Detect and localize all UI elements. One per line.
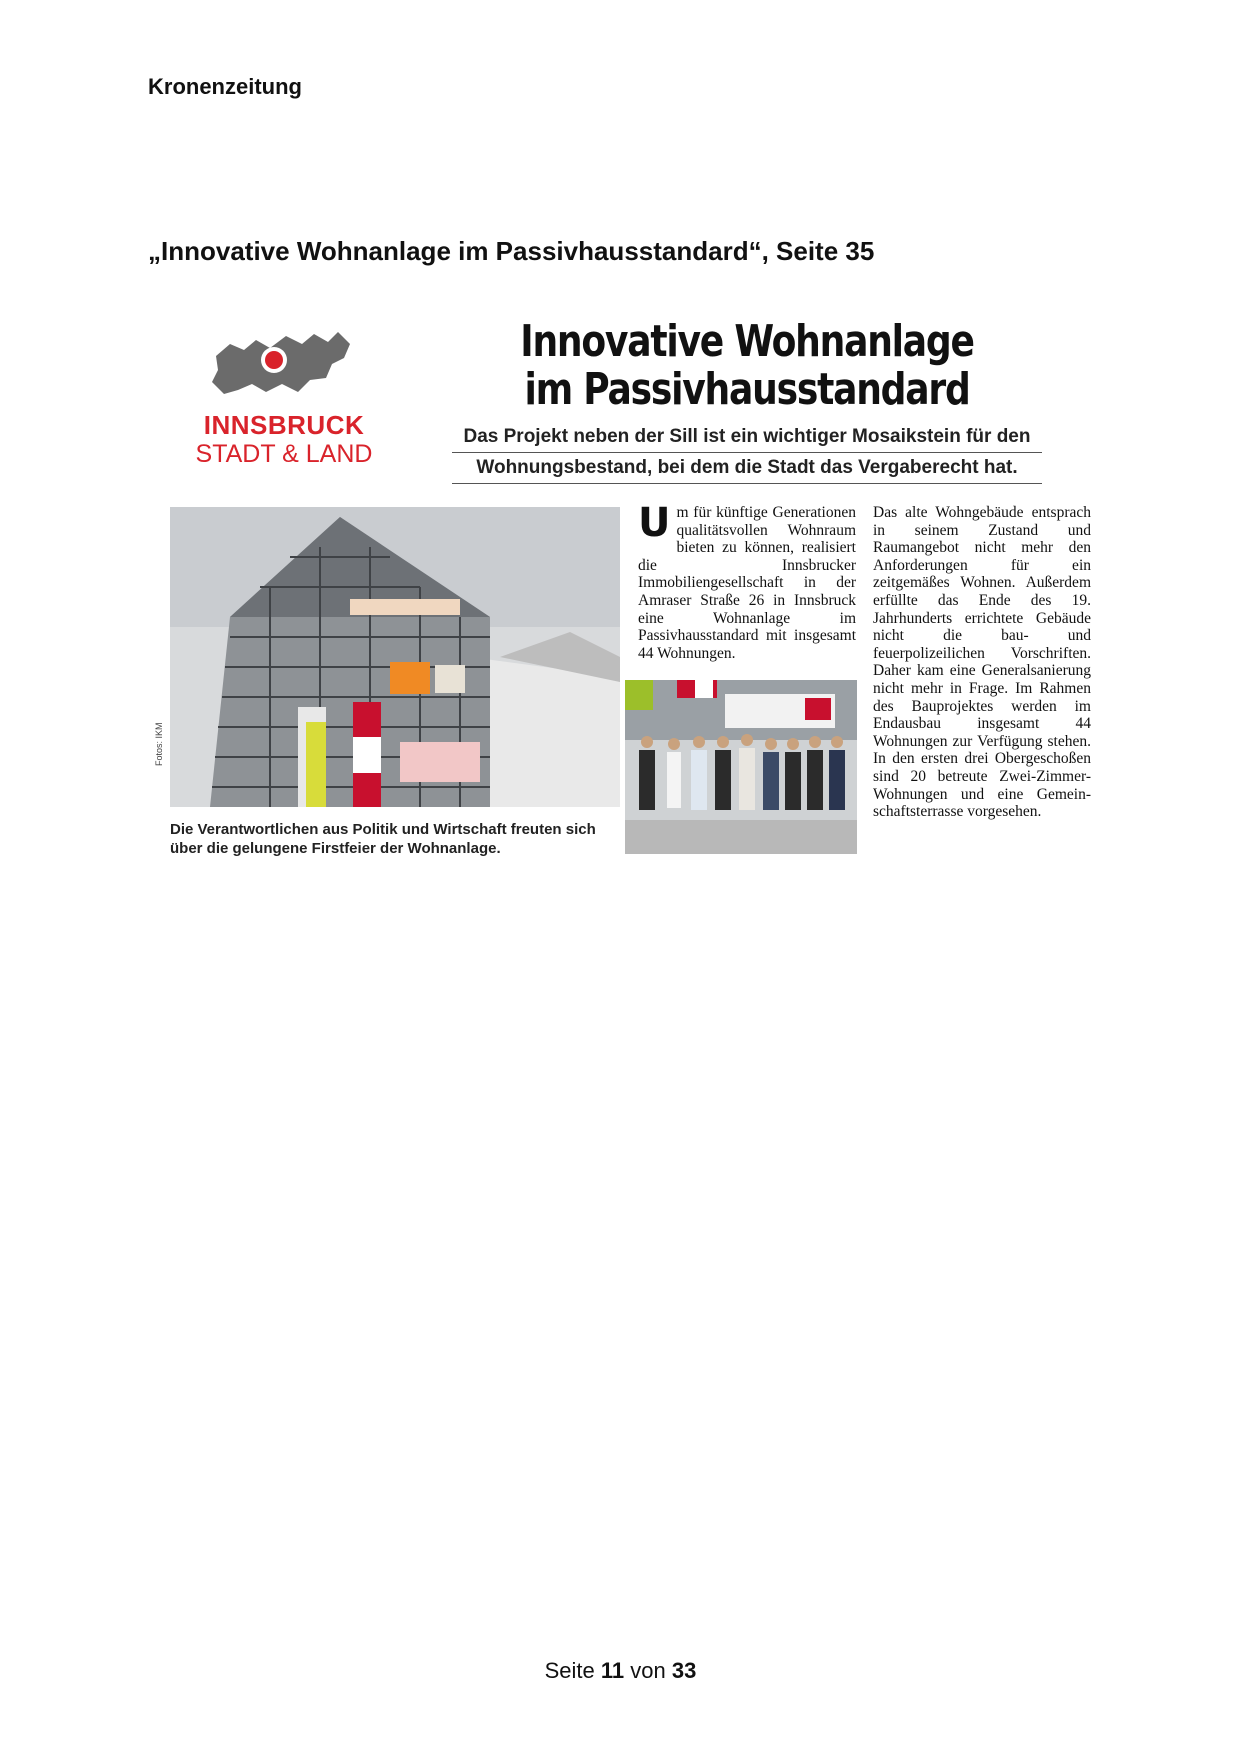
photo-credit: Fotos: IKM bbox=[154, 722, 164, 766]
page-middle: von bbox=[630, 1658, 666, 1683]
publication-name: Kronenzeitung bbox=[148, 74, 302, 99]
building-scaffolding-photo bbox=[170, 507, 620, 807]
article-column-1-text: m für künftige Generationen qualitätsvollen Wohnraum bieten zu können, realisiert die Innsbrucker Immobiliengesellschaft in der Amraser Straße 26 in Innsbruck eine Wohnanlage im Passivhausstandard mit insgesamt 44 Wohnungen. bbox=[638, 504, 856, 662]
page-prefix: Seite bbox=[544, 1658, 595, 1683]
article-column-2: Das alte Wohngebäude entsprach in seinem Zustand und Raumangebot nicht mehr den Anforderungen für ein zeitgemäßes Wohnen. Außerdem erfüllte das Ende des 19. Jahrhunderts errichtete Gebäude nicht die bau- und feuerpolizeilichen Vorschriften. Daher kam eine Generalsanierung nicht mehr in Frage. Im Rahmen des Bauprojektes werden im Endausbau insgesamt 44 Wohnungen zur Verfügung stehen. In den ersten drei Obergeschoßen sind 20 betreute Zwei-Zimmer-Wohnungen und eine Gemeinschaftsterrasse vorgesehen. bbox=[873, 504, 1091, 821]
article-headline: Innovative Wohnanlage im Passivhausstandard bbox=[520, 316, 974, 415]
photo-caption: Die Verantwortlichen aus Politik und Wirtschaft freuten sich über die gelungene Firstfeier der Wohnanlage. bbox=[170, 821, 596, 857]
logo-text-stadt-land: STADT & LAND bbox=[195, 440, 373, 468]
document-title: „Innovative Wohnanlage im Passivhausstandard“, Seite 35 bbox=[148, 236, 875, 266]
article-column-1 bbox=[638, 500, 856, 662]
group-photo bbox=[625, 680, 857, 854]
subheadline-line: Das Projekt neben der Sill ist ein wichtiger Mosaikstein für den bbox=[452, 422, 1042, 453]
page-total: 33 bbox=[671, 1658, 697, 1683]
page-number bbox=[0, 1658, 1241, 1684]
subheadline-line: Wohnungsbestand, bei dem die Stadt das Vergaberecht hat. bbox=[452, 453, 1042, 484]
dropcap: U bbox=[638, 500, 671, 546]
logo-text-innsbruck: INNSBRUCK bbox=[203, 410, 365, 440]
article-subheadline bbox=[452, 422, 1042, 484]
page-current: 11 bbox=[600, 1658, 625, 1683]
